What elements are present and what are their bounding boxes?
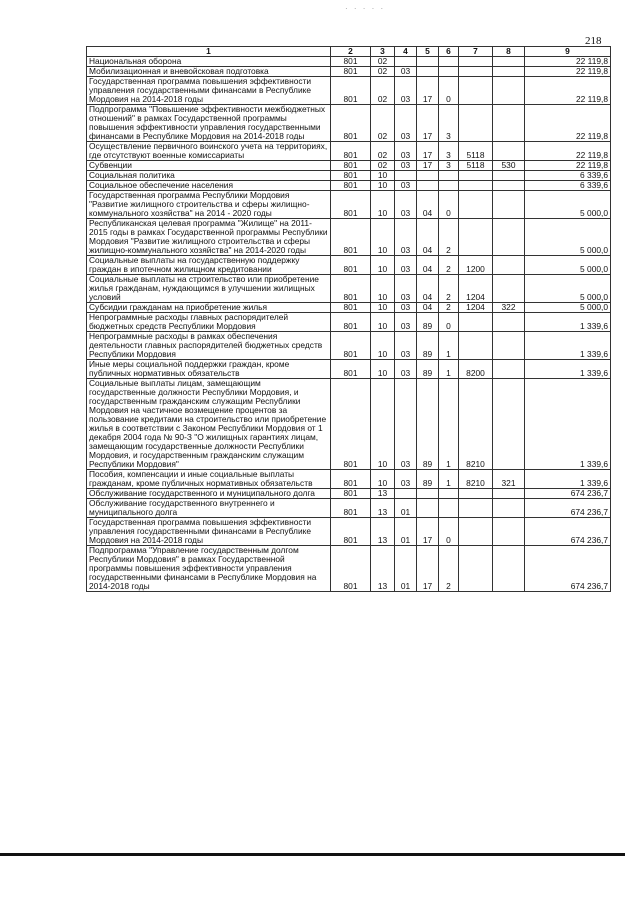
budget-table	[86, 46, 611, 592]
table-row	[87, 546, 611, 592]
row-code-cell: 13	[371, 489, 395, 499]
table-row	[87, 67, 611, 77]
row-code-cell: 10	[371, 332, 395, 360]
row-code-cell	[493, 57, 525, 67]
column-header-2: 2	[331, 47, 371, 57]
header-row	[87, 47, 611, 57]
row-code-cell: 03	[395, 360, 417, 379]
column-header-6: 6	[439, 47, 459, 57]
row-code-cell: 04	[417, 303, 439, 313]
row-code-cell	[493, 142, 525, 161]
row-code-cell: 801	[331, 360, 371, 379]
table-row	[87, 256, 611, 275]
row-sum-cell: 1 339,6	[525, 470, 611, 489]
row-code-cell: 0	[439, 313, 459, 332]
row-code-cell: 01	[395, 499, 417, 518]
row-name-cell: Социальные выплаты на строительство или приобретение жилья гражданам, нуждающимся в улучшении жилищных условий	[87, 275, 331, 303]
row-name-cell: Государственная программа повышения эффективности управления государственными финансами в Республике Мордовия на 2014-2018 годы	[87, 518, 331, 546]
row-sum-cell: 6 339,6	[525, 181, 611, 191]
row-code-cell: 13	[371, 499, 395, 518]
row-code-cell	[493, 518, 525, 546]
row-code-cell	[439, 171, 459, 181]
row-name-cell: Обслуживание государственного внутреннего и муниципального долга	[87, 499, 331, 518]
row-code-cell	[493, 379, 525, 470]
row-code-cell: 801	[331, 161, 371, 171]
row-code-cell: 03	[395, 161, 417, 171]
row-code-cell	[459, 191, 493, 219]
row-code-cell: 10	[371, 275, 395, 303]
row-code-cell: 02	[371, 142, 395, 161]
row-code-cell: 17	[417, 518, 439, 546]
table-body	[87, 57, 611, 592]
row-code-cell: 801	[331, 171, 371, 181]
row-code-cell	[417, 499, 439, 518]
row-code-cell	[459, 518, 493, 546]
row-code-cell: 1	[439, 470, 459, 489]
column-header-9: 9	[525, 47, 611, 57]
row-code-cell: 10	[371, 313, 395, 332]
row-name-cell: Непрограммные расходы главных распорядителей бюджетных средств Республики Мордовия	[87, 313, 331, 332]
row-code-cell: 801	[331, 181, 371, 191]
row-code-cell: 801	[331, 67, 371, 77]
row-code-cell	[493, 313, 525, 332]
row-code-cell: 04	[417, 191, 439, 219]
row-code-cell: 03	[395, 379, 417, 470]
row-name-cell: Субвенции	[87, 161, 331, 171]
table-row	[87, 142, 611, 161]
table-row	[87, 77, 611, 105]
bottom-rule	[0, 853, 625, 856]
row-code-cell: 5118	[459, 142, 493, 161]
row-code-cell	[459, 499, 493, 518]
row-sum-cell: 5 000,0	[525, 191, 611, 219]
row-sum-cell: 22 119,8	[525, 77, 611, 105]
row-code-cell: 03	[395, 470, 417, 489]
row-code-cell: 801	[331, 57, 371, 67]
row-code-cell	[439, 67, 459, 77]
row-code-cell: 04	[417, 275, 439, 303]
table-row	[87, 489, 611, 499]
row-name-cell: Подпрограмма "Управление государственным долгом Республики Мордовия" в рамках Государственной программы повышения эффективности управления государственными финансами в Республике Мордовия на 2014-2018 годы	[87, 546, 331, 592]
row-code-cell	[439, 181, 459, 191]
row-code-cell	[395, 57, 417, 67]
row-code-cell: 17	[417, 546, 439, 592]
row-code-cell	[493, 275, 525, 303]
row-name-cell: Мобилизационная и вневойсковая подготовка	[87, 67, 331, 77]
row-code-cell: 801	[331, 379, 371, 470]
column-header-1: 1	[87, 47, 331, 57]
row-code-cell	[493, 256, 525, 275]
row-code-cell: 322	[493, 303, 525, 313]
table-row	[87, 105, 611, 142]
row-code-cell	[459, 181, 493, 191]
row-name-cell: Государственная программа повышения эффективности управления государственными финансами в Республике Мордовия на 2014-2018 годы	[87, 77, 331, 105]
row-sum-cell: 22 119,8	[525, 142, 611, 161]
row-code-cell	[493, 171, 525, 181]
row-code-cell: 04	[417, 256, 439, 275]
row-code-cell: 03	[395, 77, 417, 105]
row-code-cell: 89	[417, 332, 439, 360]
column-header-4: 4	[395, 47, 417, 57]
row-code-cell: 89	[417, 313, 439, 332]
row-name-cell: Осуществление первичного воинского учета на территориях, где отсутствуют военные комиссариаты	[87, 142, 331, 161]
row-code-cell: 17	[417, 105, 439, 142]
row-sum-cell: 674 236,7	[525, 546, 611, 592]
row-code-cell: 0	[439, 77, 459, 105]
row-code-cell: 03	[395, 105, 417, 142]
row-code-cell: 801	[331, 256, 371, 275]
row-code-cell: 10	[371, 303, 395, 313]
row-sum-cell: 674 236,7	[525, 499, 611, 518]
row-code-cell	[459, 171, 493, 181]
scan-mark: · · · · ·	[345, 4, 386, 13]
row-code-cell	[493, 67, 525, 77]
row-name-cell: Социальная политика	[87, 171, 331, 181]
row-code-cell: 801	[331, 142, 371, 161]
row-code-cell: 03	[395, 191, 417, 219]
row-sum-cell: 22 119,8	[525, 67, 611, 77]
row-code-cell: 03	[395, 275, 417, 303]
row-code-cell: 10	[371, 470, 395, 489]
row-sum-cell: 1 339,6	[525, 332, 611, 360]
row-name-cell: Социальные выплаты лицам, замещающим государственные должности Республики Мордовия, и государственным гражданским служащим Республики Мордовия на частичное возмещение процентов за пользование кредитами на строительство или приобретение жилья в соответствии с Законом Республики Мордовия от 1 декабря 2004 года № 90-З "О жилищных гарантиях лицам, замещающим государственные должности Республики Мордовия, и государственным гражданским служащим Республики Мордовия"	[87, 379, 331, 470]
table-row	[87, 499, 611, 518]
row-code-cell: 17	[417, 77, 439, 105]
row-code-cell: 801	[331, 332, 371, 360]
row-code-cell: 17	[417, 161, 439, 171]
column-header-3: 3	[371, 47, 395, 57]
row-sum-cell: 674 236,7	[525, 489, 611, 499]
row-code-cell: 89	[417, 470, 439, 489]
row-code-cell: 3	[439, 142, 459, 161]
column-header-7: 7	[459, 47, 493, 57]
row-code-cell: 3	[439, 161, 459, 171]
row-code-cell	[395, 489, 417, 499]
row-code-cell: 10	[371, 256, 395, 275]
row-sum-cell: 5 000,0	[525, 219, 611, 256]
row-code-cell: 8210	[459, 379, 493, 470]
row-code-cell: 1204	[459, 303, 493, 313]
table-row	[87, 275, 611, 303]
row-code-cell	[493, 546, 525, 592]
row-code-cell	[439, 499, 459, 518]
row-code-cell	[493, 191, 525, 219]
row-code-cell: 03	[395, 313, 417, 332]
row-code-cell: 03	[395, 181, 417, 191]
table-row	[87, 171, 611, 181]
row-code-cell	[417, 489, 439, 499]
row-code-cell	[459, 105, 493, 142]
row-code-cell: 03	[395, 256, 417, 275]
row-code-cell	[493, 332, 525, 360]
row-code-cell: 17	[417, 142, 439, 161]
row-code-cell: 89	[417, 379, 439, 470]
row-sum-cell: 22 119,8	[525, 161, 611, 171]
row-code-cell	[417, 181, 439, 191]
row-code-cell	[493, 181, 525, 191]
row-code-cell: 02	[371, 161, 395, 171]
row-code-cell: 02	[371, 105, 395, 142]
row-code-cell	[459, 489, 493, 499]
row-code-cell: 02	[371, 57, 395, 67]
row-sum-cell: 22 119,8	[525, 57, 611, 67]
row-code-cell: 10	[371, 191, 395, 219]
row-code-cell: 10	[371, 181, 395, 191]
row-code-cell: 801	[331, 105, 371, 142]
row-code-cell	[459, 57, 493, 67]
row-sum-cell: 1 339,6	[525, 360, 611, 379]
row-name-cell: Республиканская целевая программа "Жилище" на 2011-2015 годы в рамках Государственной программы Республики Мордовия "Развитие жилищного строительства и сферы жилищно-коммунального хозяйства" на 2014-2020 годы	[87, 219, 331, 256]
row-code-cell: 801	[331, 219, 371, 256]
row-code-cell	[439, 57, 459, 67]
row-code-cell	[459, 313, 493, 332]
row-sum-cell: 5 000,0	[525, 275, 611, 303]
row-name-cell: Пособия, компенсации и иные социальные выплаты гражданам, кроме публичных нормативных обязательств	[87, 470, 331, 489]
row-name-cell: Социальное обеспечение населения	[87, 181, 331, 191]
row-name-cell: Государственная программа Республики Мордовия "Развитие жилищного строительства и сферы жилищно-коммунального хозяйства" на 2014 - 2020 годы	[87, 191, 331, 219]
row-code-cell	[493, 105, 525, 142]
row-code-cell	[493, 77, 525, 105]
row-code-cell: 801	[331, 191, 371, 219]
row-code-cell: 8200	[459, 360, 493, 379]
table-row	[87, 303, 611, 313]
row-code-cell: 10	[371, 379, 395, 470]
row-sum-cell: 22 119,8	[525, 105, 611, 142]
table-row	[87, 518, 611, 546]
table-row	[87, 332, 611, 360]
row-name-cell: Непрограммные расходы в рамках обеспечения деятельности главных распорядителей бюджетных средств Республики Мордовия	[87, 332, 331, 360]
row-code-cell: 02	[371, 77, 395, 105]
row-code-cell: 03	[395, 142, 417, 161]
row-code-cell: 801	[331, 275, 371, 303]
row-code-cell: 321	[493, 470, 525, 489]
row-code-cell	[417, 57, 439, 67]
row-name-cell: Социальные выплаты на государственную поддержку граждан в ипотечном жилищном кредитовании	[87, 256, 331, 275]
row-code-cell: 801	[331, 489, 371, 499]
row-code-cell	[459, 219, 493, 256]
row-name-cell: Субсидии гражданам на приобретение жилья	[87, 303, 331, 313]
table-row	[87, 191, 611, 219]
row-code-cell: 04	[417, 219, 439, 256]
row-code-cell	[493, 360, 525, 379]
table-row	[87, 360, 611, 379]
row-code-cell: 801	[331, 470, 371, 489]
column-header-8: 8	[493, 47, 525, 57]
row-code-cell	[417, 171, 439, 181]
row-code-cell: 801	[331, 518, 371, 546]
row-code-cell: 01	[395, 518, 417, 546]
row-code-cell: 801	[331, 499, 371, 518]
row-code-cell	[493, 219, 525, 256]
row-sum-cell: 1 339,6	[525, 379, 611, 470]
row-code-cell: 1204	[459, 275, 493, 303]
table-row	[87, 470, 611, 489]
row-code-cell: 801	[331, 303, 371, 313]
row-code-cell: 13	[371, 546, 395, 592]
table-row	[87, 313, 611, 332]
row-code-cell: 03	[395, 332, 417, 360]
row-code-cell: 1	[439, 379, 459, 470]
row-code-cell: 2	[439, 275, 459, 303]
table-row	[87, 379, 611, 470]
row-code-cell: 89	[417, 360, 439, 379]
row-code-cell: 03	[395, 219, 417, 256]
table-row	[87, 219, 611, 256]
row-code-cell: 801	[331, 313, 371, 332]
row-code-cell	[459, 67, 493, 77]
row-sum-cell: 5 000,0	[525, 303, 611, 313]
row-code-cell	[417, 67, 439, 77]
row-code-cell: 0	[439, 518, 459, 546]
row-code-cell: 10	[371, 219, 395, 256]
row-sum-cell: 674 236,7	[525, 518, 611, 546]
row-code-cell: 801	[331, 546, 371, 592]
row-code-cell: 3	[439, 105, 459, 142]
row-code-cell: 1	[439, 360, 459, 379]
row-sum-cell: 1 339,6	[525, 313, 611, 332]
row-code-cell: 10	[371, 171, 395, 181]
row-code-cell: 10	[371, 360, 395, 379]
row-code-cell	[459, 546, 493, 592]
row-code-cell: 02	[371, 67, 395, 77]
row-code-cell: 03	[395, 67, 417, 77]
row-name-cell: Подпрограмма "Повышение эффективности межбюджетных отношений" в рамках Государственной программы повышения эффективности управления государственными финансами в Республике Мордовия на 2014-2018 годы	[87, 105, 331, 142]
row-sum-cell: 5 000,0	[525, 256, 611, 275]
row-code-cell	[493, 489, 525, 499]
row-code-cell	[459, 77, 493, 105]
row-code-cell: 01	[395, 546, 417, 592]
table-row	[87, 181, 611, 191]
row-code-cell: 0	[439, 191, 459, 219]
row-code-cell: 530	[493, 161, 525, 171]
row-name-cell: Обслуживание государственного и муниципального долга	[87, 489, 331, 499]
table-row	[87, 57, 611, 67]
row-code-cell: 03	[395, 303, 417, 313]
row-code-cell: 2	[439, 219, 459, 256]
page-number: 218	[585, 35, 602, 47]
row-name-cell: Национальная оборона	[87, 57, 331, 67]
row-code-cell	[395, 171, 417, 181]
row-code-cell: 1200	[459, 256, 493, 275]
row-code-cell: 1	[439, 332, 459, 360]
row-code-cell: 5118	[459, 161, 493, 171]
row-code-cell	[493, 499, 525, 518]
row-sum-cell: 6 339,6	[525, 171, 611, 181]
table-header	[87, 47, 611, 57]
row-code-cell: 2	[439, 546, 459, 592]
row-code-cell: 2	[439, 303, 459, 313]
row-name-cell: Иные меры социальной поддержки граждан, кроме публичных нормативных обязательств	[87, 360, 331, 379]
row-code-cell: 8210	[459, 470, 493, 489]
column-header-5: 5	[417, 47, 439, 57]
row-code-cell	[439, 489, 459, 499]
row-code-cell: 2	[439, 256, 459, 275]
row-code-cell	[459, 332, 493, 360]
table-row	[87, 161, 611, 171]
row-code-cell: 13	[371, 518, 395, 546]
row-code-cell: 801	[331, 77, 371, 105]
